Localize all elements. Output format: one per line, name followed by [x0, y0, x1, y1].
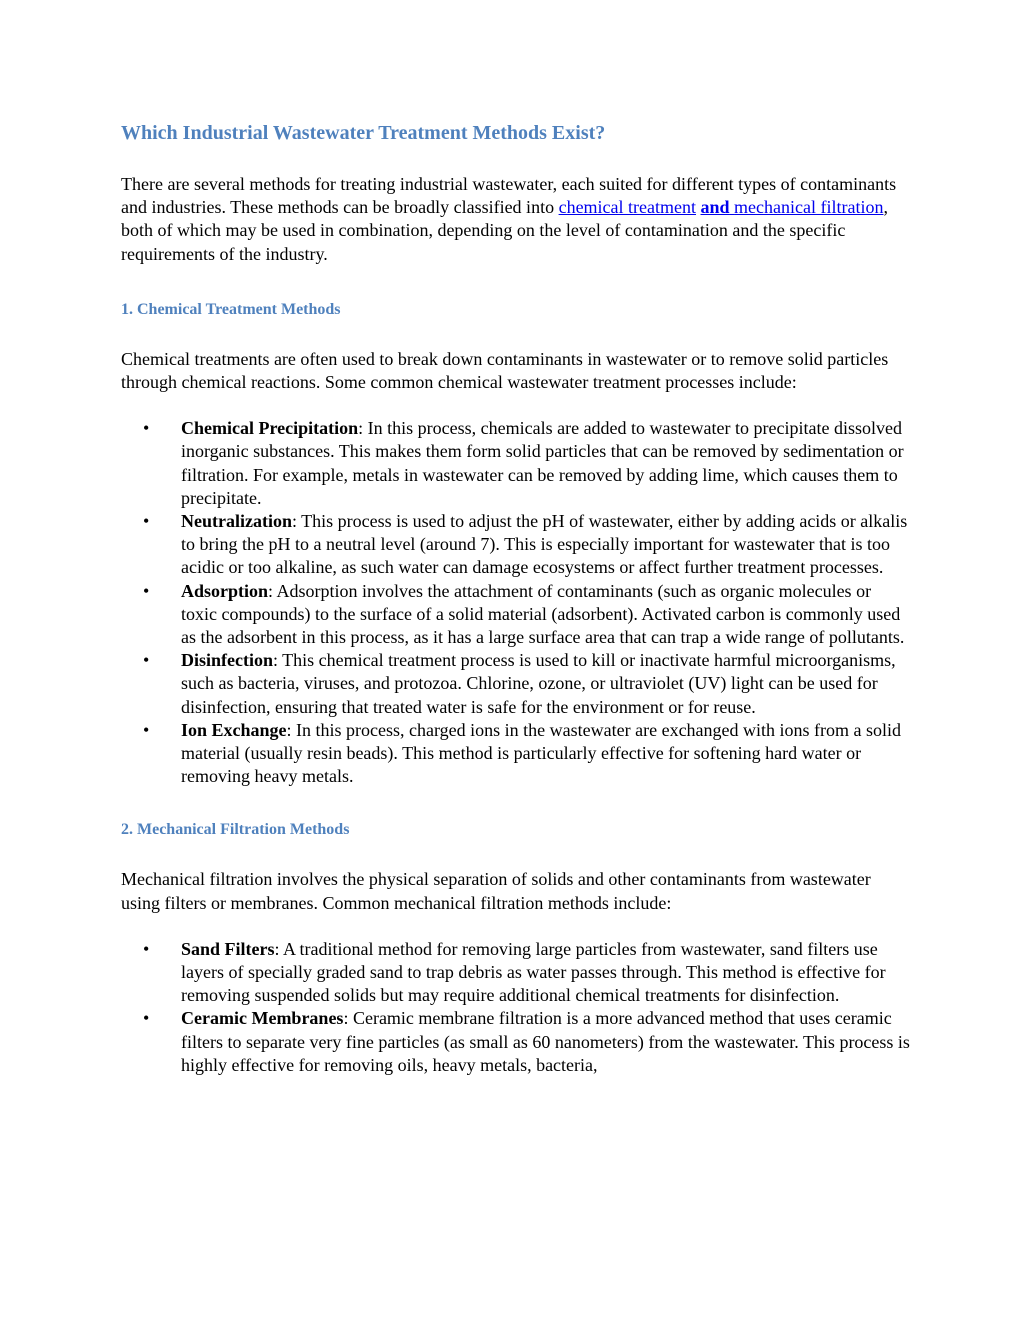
list-item [121, 1007, 911, 1077]
list-item-term: Ion Exchange [181, 719, 287, 740]
mechanical-filtration-link[interactable] [701, 197, 884, 217]
bullet-icon: • [143, 580, 150, 601]
list-item-term: Chemical Precipitation [181, 418, 359, 439]
list-item-text: : A traditional method for removing large particles from wastewater, sand filters use layers of specially graded sand to trap debris as water passes through. This method is effective for removing suspended solids but may require additional chemical treatments for disinfection. [181, 938, 886, 1006]
section2-intro: Mechanical filtration involves the physical separation of solids and other contaminants from wastewater using filters or membranes. Common mechanical filtration methods include: [121, 869, 871, 913]
list-item-text: : Adsorption involves the attachment of contaminants (such as organic molecules or toxic compounds) to the surface of a solid material (adsorbent). Activated carbon is commonly used as the adsorbent in this process, as it has a large surface area that can trap a wide range of pollutants. [181, 580, 905, 648]
list-item-term: Ceramic Membranes [181, 1008, 344, 1029]
list-item [121, 649, 911, 719]
section2-heading: 2. Mechanical Filtration Methods [121, 821, 350, 839]
chemical-methods-list [121, 417, 911, 788]
section1-heading: 1. Chemical Treatment Methods [121, 300, 341, 318]
list-item-term: Adsorption [181, 580, 269, 601]
list-item-text: : This chemical treatment process is used to kill or inactivate harmful microorganisms, such as bacteria, viruses, and protozoa. Chlorine, ozone, or ultraviolet (UV) light can be used for disinfection, ensuring that treated water is safe for the environment or for reuse. [181, 650, 896, 717]
list-item [121, 938, 911, 1008]
bullet-icon: • [143, 938, 150, 959]
intro-paragraph [121, 173, 911, 266]
list-item-term: Sand Filters [181, 938, 275, 959]
mechanical-methods-list [121, 938, 911, 1077]
list-item-text: : In this process, chemicals are added to wastewater to precipitate dissolved inorganic substances. This makes them form solid particles that can be removed by sedimentation or filtration. For example, metals in wastewater can be removed by adding lime, which causes them to precipitate. [181, 418, 904, 508]
bullet-icon: • [143, 650, 150, 671]
list-item [121, 580, 911, 650]
list-item [121, 417, 911, 510]
link-and-text: and [700, 197, 730, 218]
bullet-icon: • [143, 511, 150, 532]
bullet-icon: • [143, 1008, 150, 1029]
intro-text-2: , both of which may be used in combination, depending on the level of contamination and the specific requirements of the industry. [121, 197, 888, 264]
list-item-term: Neutralization [181, 511, 292, 532]
page-title: Which Industrial Wastewater Treatment Methods Exist? [121, 122, 606, 144]
bullet-icon: • [143, 418, 150, 439]
chemical-treatment-link[interactable]: chemical treatment [558, 197, 697, 218]
list-item-text: : This process is used to adjust the pH of wastewater, either by adding acids or alkalis to bring the pH to a neutral level (around 7). This is especially important for wastewater that is too acidic or too alkaline, as such water can damage ecosystems or affect further treatment processes. [181, 511, 908, 578]
list-item [121, 510, 911, 580]
list-item-text: : In this process, charged ions in the wastewater are exchanged with ions from a solid material (usually resin beads). This method is particularly effective for softening hard water or removing heavy metals. [181, 719, 902, 787]
list-item [121, 719, 911, 789]
link-mechanical-text: mechanical filtration [734, 197, 884, 218]
list-item-term: Disinfection [181, 650, 273, 671]
list-item-text: : Ceramic membrane filtration is a more advanced method that uses ceramic filters to separate very fine particles (as small as 60 nanometers) from the wastewater. This process is highly effective for removing oils, heavy metals, bacteria, [181, 1008, 910, 1075]
section1-intro: Chemical treatments are often used to break down contaminants in wastewater or to remove solid particles through chemical reactions. Some common chemical wastewater treatment processes include: [121, 348, 889, 393]
bullet-icon: • [143, 719, 150, 740]
document-content [121, 120, 911, 1077]
intro-text-1: There are several methods for treating industrial wastewater, each suited for different types of contaminants and industries. These methods can be broadly classified into [121, 174, 897, 218]
